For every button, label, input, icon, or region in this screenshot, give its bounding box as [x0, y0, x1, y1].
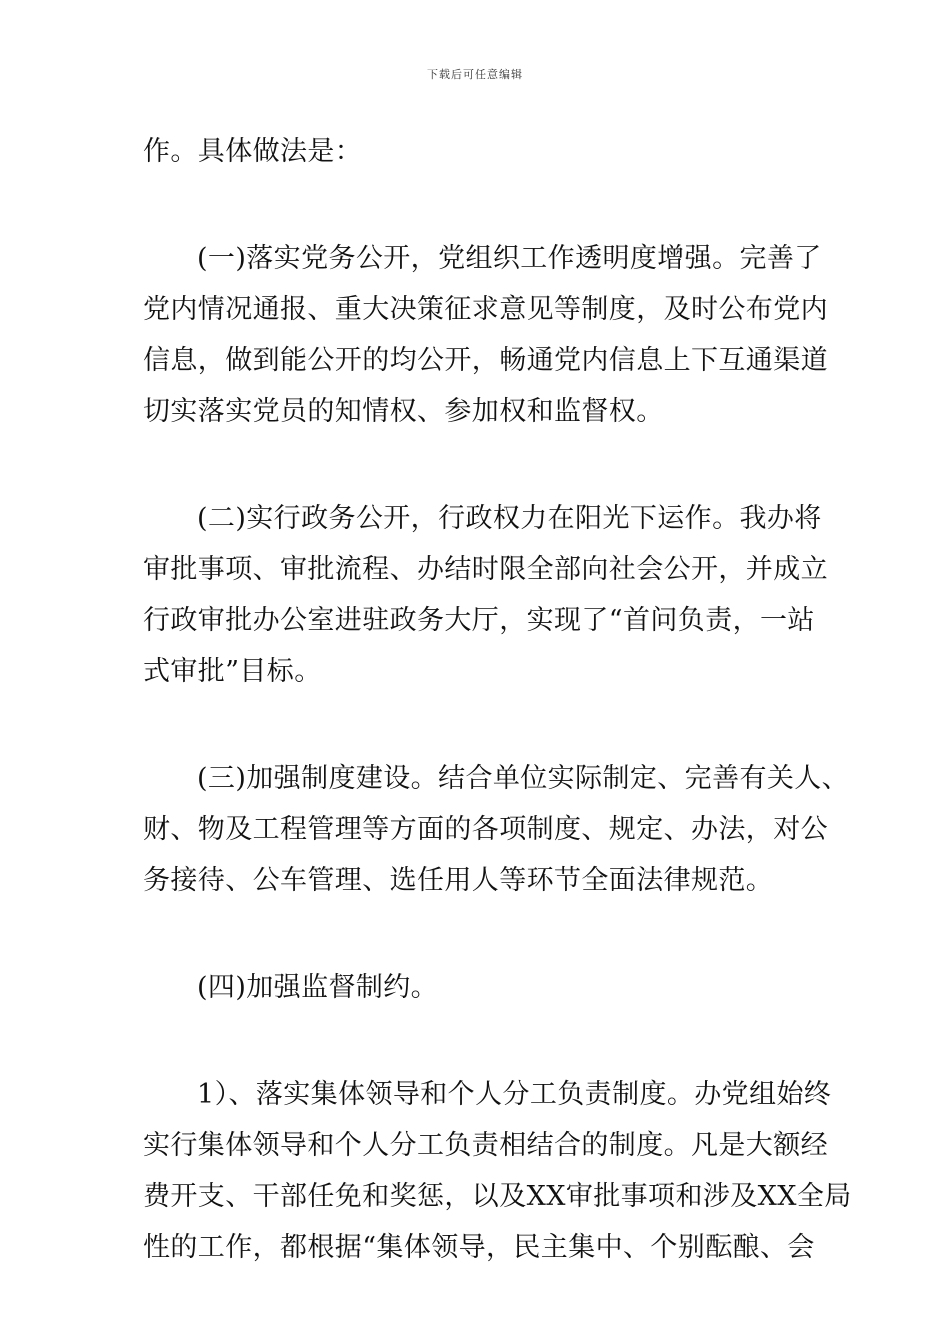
- paragraph: [143, 493, 833, 697]
- paragraph: [143, 753, 850, 906]
- text-line: 行政审批办公室进驻政务大厅，实现了“首问负责，一站: [143, 605, 815, 636]
- text-line: 作。具体做法是：: [143, 136, 363, 167]
- document-body: [143, 126, 852, 1273]
- paragraph: [143, 1069, 852, 1273]
- paragraph: [143, 233, 833, 437]
- text-line: 式审批”目标。: [143, 656, 322, 687]
- text-line: 切实落实党员的知情权、参加权和监督权。: [143, 396, 664, 427]
- text-line: 实行集体领导和个人分工负责相结合的制度。凡是大额经: [143, 1130, 828, 1161]
- text-line: (四)加强监督制约。: [197, 972, 439, 1003]
- text-line: (一)落实党务公开，党组织工作透明度增强。完善了: [197, 243, 822, 274]
- text-line: (二)实行政务公开，行政权力在阳光下运作。我办将: [197, 503, 822, 534]
- text-line: 性的工作，都根据“集体领导，民主集中、个别酝酿、会: [143, 1232, 815, 1263]
- text-line: 费开支、干部任免和奖惩，以及XX审批事项和涉及XX全局: [143, 1181, 852, 1212]
- page-header: 下载后可任意编辑: [427, 68, 523, 81]
- text-line: (三)加强制度建设。结合单位实际制定、完善有关人、: [197, 763, 850, 794]
- text-line: 务接待、公车管理、选任用人等环节全面法律规范。: [143, 865, 774, 896]
- text-line: 信息，做到能公开的均公开，畅通党内信息上下互通渠道: [143, 345, 828, 376]
- paragraph: [143, 962, 833, 1013]
- text-line: 党内情况通报、重大决策征求意见等制度，及时公布党内: [143, 294, 828, 325]
- paragraph: [143, 126, 833, 177]
- text-line: 1）、落实集体领导和个人分工负责制度。办党组始终: [197, 1079, 832, 1110]
- text-line: 财、物及工程管理等方面的各项制度、规定、办法，对公: [143, 814, 828, 845]
- text-line: 审批事项、审批流程、办结时限全部向社会公开，并成立: [143, 554, 828, 585]
